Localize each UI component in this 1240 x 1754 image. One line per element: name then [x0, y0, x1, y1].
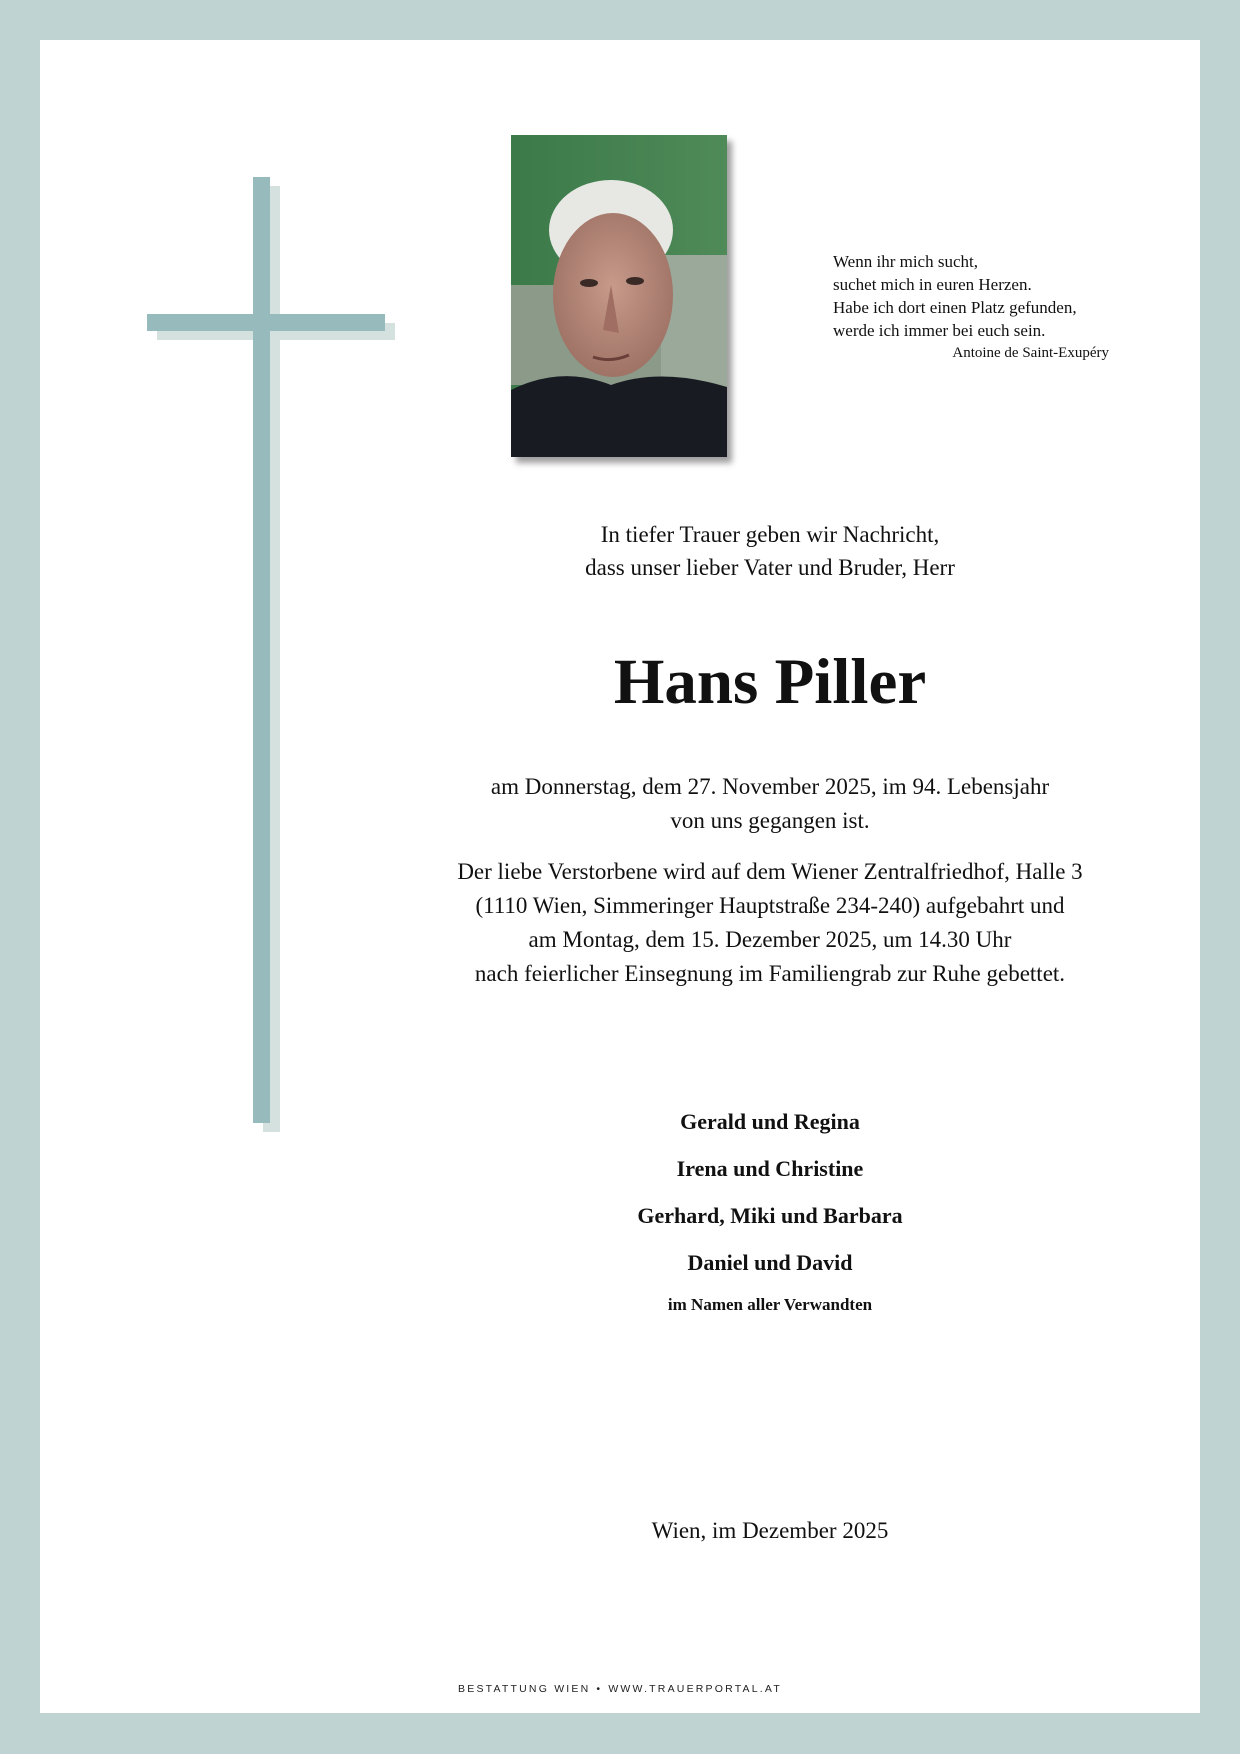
memorial-quote — [833, 250, 1133, 364]
relatives-note: im Namen aller Verwandten — [667, 1295, 873, 1314]
footer — [40, 1683, 1200, 1695]
quote-line: werde ich immer bei euch sein. — [833, 321, 1046, 340]
death-line-1: am Donnerstag, dem 27. November 2025, im 94. Lebensjahr — [490, 774, 1050, 799]
burial-details — [340, 855, 1200, 991]
intro-line-1: In tiefer Trauer geben wir Nachricht, — [600, 522, 940, 547]
footer-separator: • — [596, 1683, 603, 1695]
footer-company: BESTATTUNG WIEN — [458, 1683, 591, 1695]
burial-line-3: am Montag, dem 15. Dezember 2025, um 14.30 Uhr — [528, 927, 1012, 952]
mourner-name: Irena und Christine — [676, 1156, 864, 1181]
place-and-date: Wien, im Dezember 2025 — [651, 1518, 889, 1543]
mourner-name: Daniel und David — [687, 1250, 853, 1275]
intro-line-2: dass unser lieber Vater und Bruder, Herr — [585, 555, 955, 580]
quote-line: Wenn ihr mich sucht, — [833, 252, 978, 271]
death-line-2: von uns gegangen ist. — [670, 808, 870, 833]
deceased-name: Hans Piller — [613, 646, 927, 718]
death-notice — [340, 770, 1200, 838]
announcement-intro — [340, 518, 1200, 584]
burial-line-4: nach feierlicher Einsegnung im Familiengrab zur Ruhe gebettet. — [474, 961, 1066, 986]
mourner-name: Gerald und Regina — [680, 1109, 860, 1134]
quote-line: Habe ich dort einen Platz gefunden, — [833, 298, 1077, 317]
portrait-photo — [511, 135, 727, 457]
burial-line-2: (1110 Wien, Simmeringer Hauptstraße 234-240) aufgebahrt und — [475, 893, 1065, 918]
obituary-page — [40, 40, 1200, 1713]
footer-website: WWW.TRAUERPORTAL.AT — [608, 1683, 782, 1695]
quote-line: suchet mich in euren Herzen. — [833, 275, 1032, 294]
portrait-image — [511, 135, 727, 457]
quote-author: Antoine de Saint-Exupéry — [952, 345, 1109, 361]
burial-line-1: Der liebe Verstorbene wird auf dem Wiener Zentralfriedhof, Halle 3 — [457, 859, 1083, 884]
mourner-name: Gerhard, Miki und Barbara — [637, 1203, 903, 1228]
mourners-list — [340, 1098, 1200, 1320]
cross-horizontal-beam — [147, 314, 385, 331]
